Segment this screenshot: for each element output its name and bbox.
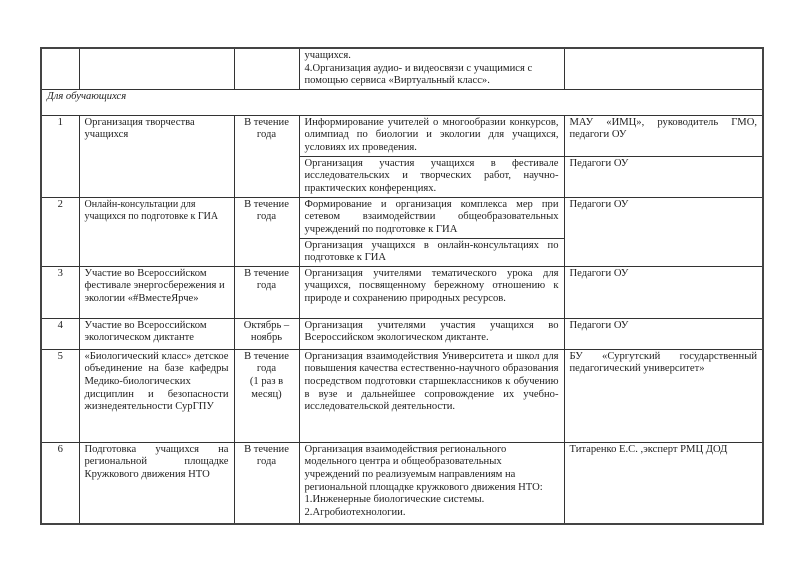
events-table [40,47,764,525]
activity-line: 4.Организация аудио- и видеосвязи с учащимися с помощью сервиса «Виртуальный класс». [304,62,533,87]
responsible-text: Педагоги ОУ [564,266,763,318]
activity-text [299,442,564,524]
responsible-text: МАУ «ИМЦ», руководитель ГМО, педагоги ОУ [564,115,763,156]
responsible-text: Педагоги ОУ [564,156,763,197]
event-term: В течение года [234,266,299,318]
activity-text: Организация учителями участия учащихся во Всероссийском экологическом диктанте. [299,318,564,349]
event-name: Подготовка учащихся на региональной площадке Кружкового движения НТО [79,442,234,524]
activity-line: 1.Инженерные биологические системы. [304,494,485,506]
term-note: (1 раз в месяц) [249,375,284,400]
row-number: 1 [41,115,79,197]
responsible-text: Педагоги ОУ [564,197,763,266]
row-number: 3 [41,266,79,318]
event-term: В течение года [234,197,299,266]
cell-num [41,48,79,89]
activity-text: Организация взаимодействия Университета и школ для повышения качества естественно-научного образования посредством подготовки старшеклассников к обучению в вузе и дальнейшее сопровождение их учебно-исследовательской деятельности. [299,349,564,442]
activity-text: Информирование учителей о многообразии конкурсов, олимпиад по биологии и экологии для учащихся, условиях их проведения. [299,115,564,156]
table-row [41,318,763,349]
event-term: В течение года [234,115,299,197]
responsible-text: Титаренко Е.С. ,эксперт РМЦ ДОД [564,442,763,524]
activity-text: Организация учащихся в онлайн-консультациях по подготовке к ГИА [299,238,564,266]
table-row [41,115,763,156]
row-number: 6 [41,442,79,524]
activity-text: Формирование и организация комплекса мер при сетевом взаимодействии общеобразовательных учреждений по подготовке к ГИА [299,197,564,238]
row-number: 4 [41,318,79,349]
responsible-text: БУ «Сургутский государственный педагогический университет» [564,349,763,442]
event-name: Онлайн-консультации для учащихся по подготовке к ГИА [79,197,234,266]
event-name: Участие во Всероссийском фестивале энергосбережения и экологии «#ВместеЯрче» [79,266,234,318]
activity-text: Организация учителями тематического урока для учащихся, посвященному бережному отношению к природе и сохранению природных ресурсов. [299,266,564,318]
section-title: Для обучающихся [41,89,763,115]
term-text: В течение года [244,350,289,375]
activity-line: Организация взаимодействия регионального модельного центра и общеобразовательных учреждений по реализуемым направлениям на региональной площадке кружкового движения НТО: [304,443,543,493]
row-number: 5 [41,349,79,442]
event-name: «Биологический класс» детское объединение на базе кафедры Медико-биологических дисциплин и безопасности жизнедеятельности СурГПУ [79,349,234,442]
table-row [41,442,763,524]
table-row [41,266,763,318]
table-row [41,349,763,442]
event-term [234,349,299,442]
event-name: Организация творчества учащихся [79,115,234,197]
table-row-continuation [41,48,763,89]
section-header-row [41,89,763,115]
activity-line: 2.Агробиотехнологии. [304,506,406,518]
activity-line: учащихся. [304,50,351,61]
event-term: Октябрь – ноябрь [234,318,299,349]
cell-event [79,48,234,89]
cell-term [234,48,299,89]
table-row [41,197,763,238]
activity-text: Организация участия учащихся в фестивале исследовательских и творческих работ, научно-практических конференциях. [299,156,564,197]
event-name: Участие во Всероссийском экологическом диктанте [79,318,234,349]
row-number: 2 [41,197,79,266]
cell-responsible [564,48,763,89]
event-term: В течение года [234,442,299,524]
responsible-text: Педагоги ОУ [564,318,763,349]
cell-activity [299,48,564,89]
